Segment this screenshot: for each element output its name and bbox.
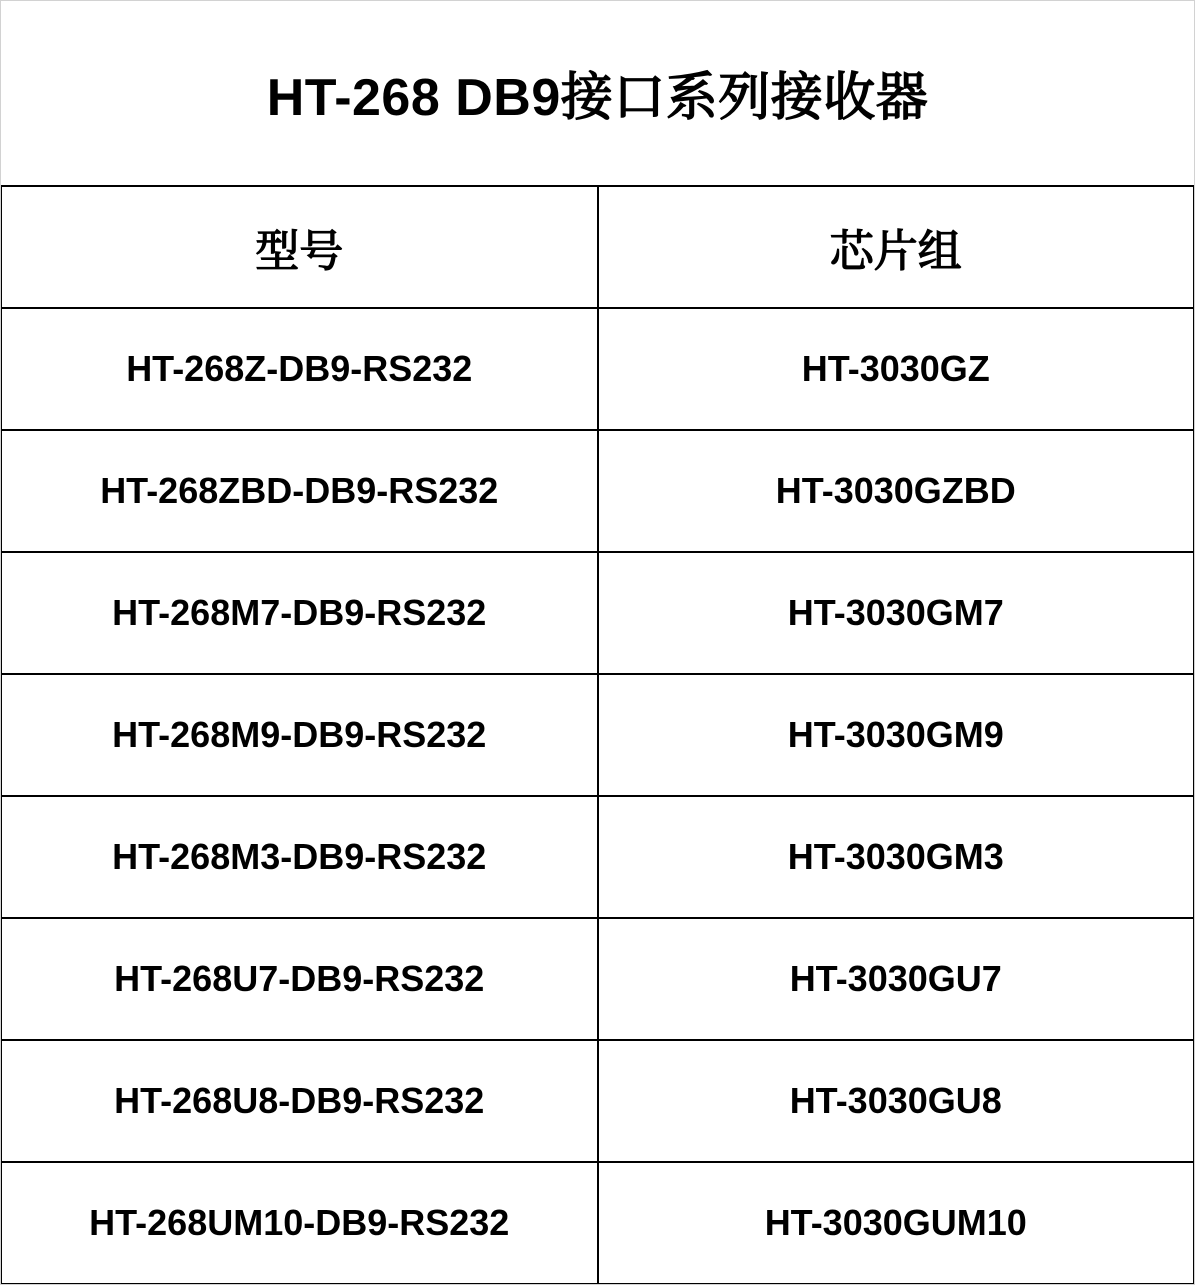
table-row <box>1 1162 1194 1284</box>
table-row <box>1 430 1194 552</box>
chipset-cell: HT-3030GU7 <box>598 918 1195 1040</box>
chipset-cell: HT-3030GM7 <box>598 552 1195 674</box>
column-header-model: 型号 <box>1 186 598 308</box>
model-cell: HT-268ZBD-DB9-RS232 <box>1 430 598 552</box>
table-row <box>1 1040 1194 1162</box>
chipset-cell: HT-3030GM9 <box>598 674 1195 796</box>
product-table <box>0 185 1195 1285</box>
chipset-cell: HT-3030GZBD <box>598 430 1195 552</box>
table-row <box>1 796 1194 918</box>
chipset-cell: HT-3030GU8 <box>598 1040 1195 1162</box>
header-row <box>1 186 1194 308</box>
model-cell: HT-268U8-DB9-RS232 <box>1 1040 598 1162</box>
chipset-cell: HT-3030GZ <box>598 308 1195 430</box>
table-row <box>1 308 1194 430</box>
model-cell: HT-268M7-DB9-RS232 <box>1 552 598 674</box>
chipset-cell: HT-3030GUM10 <box>598 1162 1195 1284</box>
page-title: HT-268 DB9接口系列接收器 <box>266 69 929 127</box>
column-header-chipset: 芯片组 <box>598 186 1195 308</box>
table-row <box>1 674 1194 796</box>
model-cell: HT-268M9-DB9-RS232 <box>1 674 598 796</box>
table-header <box>1 186 1194 308</box>
model-cell: HT-268U7-DB9-RS232 <box>1 918 598 1040</box>
model-cell: HT-268Z-DB9-RS232 <box>1 308 598 430</box>
chipset-cell: HT-3030GM3 <box>598 796 1195 918</box>
model-cell: HT-268UM10-DB9-RS232 <box>1 1162 598 1284</box>
table-body <box>1 308 1194 1284</box>
model-cell: HT-268M3-DB9-RS232 <box>1 796 598 918</box>
title-block <box>0 0 1195 185</box>
table-row <box>1 552 1194 674</box>
table-row <box>1 918 1194 1040</box>
